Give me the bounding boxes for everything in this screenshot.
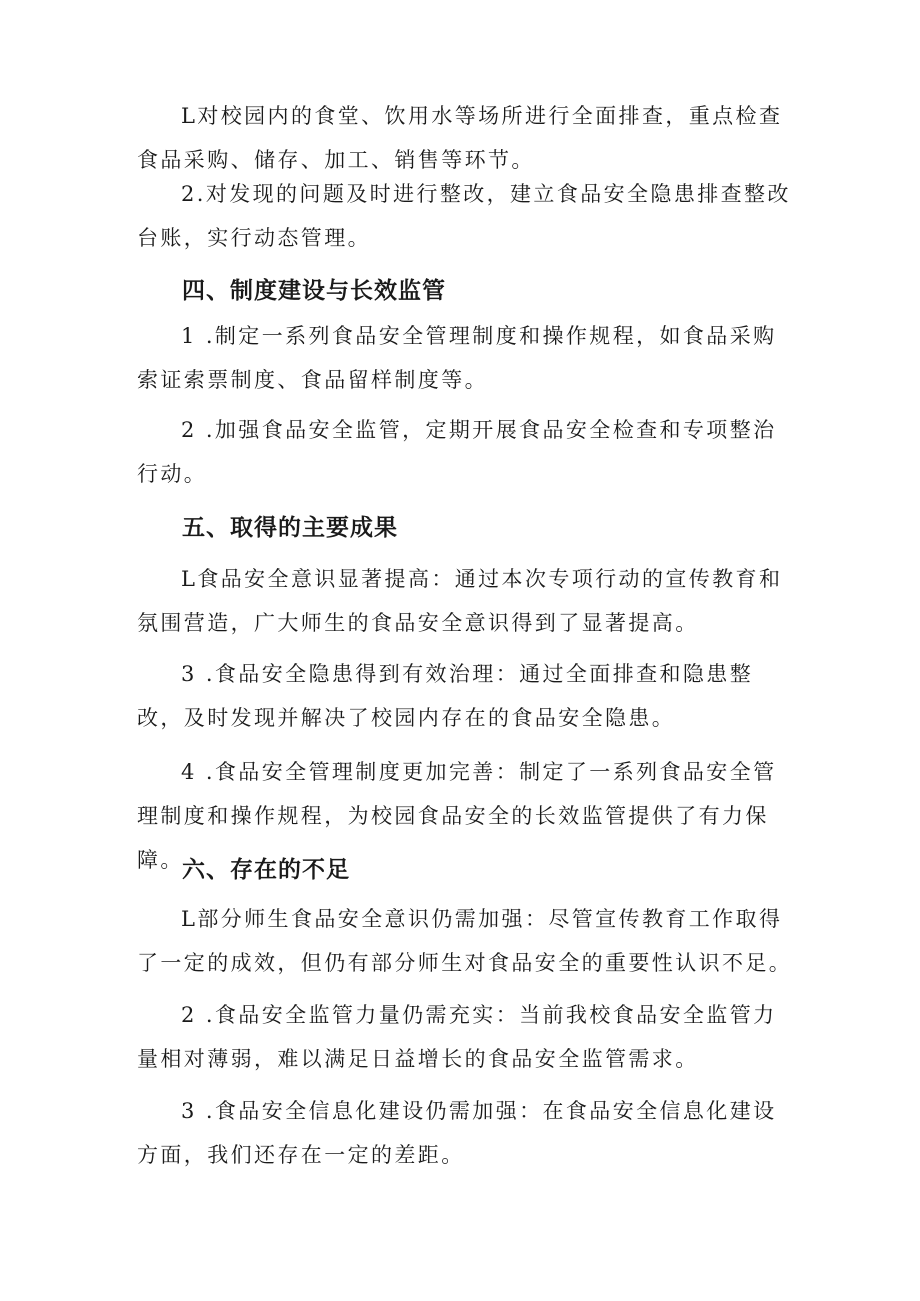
- paragraph-supervision: 2 .加强食品安全监管，定期开展食品安全检查和专项整治行动。: [137, 418, 777, 486]
- paragraph-rectification: 2.对发现的问题及时进行整改，建立食品安全隐患排查整改台账，实行动态管理。: [137, 182, 791, 250]
- paragraph-shortfall-awareness: L部分师生食品安全意识仍需加强：尽管宣传教育工作取得了一定的成效，但仍有部分师生对食品安全的重要性认识不足。: [137, 907, 793, 975]
- paragraph-shortfall-informatization: 3 .食品安全信息化建设仍需加强：在食品安全信息化建设方面，我们还存在一定的差距。: [137, 1099, 777, 1167]
- paragraph-shortfall-staffing: 2 .食品安全监管力量仍需充实：当前我校食品安全监管力量相对薄弱，难以满足日益增长的食品安全监管需求。: [137, 1003, 777, 1071]
- heading-section-5: 五、取得的主要成果: [182, 515, 398, 541]
- paragraph-system: 4 .食品安全管理制度更加完善：制定了一系列食品安全管理制度和操作规程，为校园食品安全的长效监管提供了有力保障。: [137, 760, 777, 872]
- paragraph-inspection: L对校园内的食堂、饮用水等场所进行全面排查，重点检查食品采购、储存、加工、销售等环节。: [137, 104, 783, 172]
- heading-section-4: 四、制度建设与长效监管: [182, 278, 446, 304]
- paragraph-hazards: 3 .食品安全隐患得到有效治理：通过全面排查和隐患整改，及时发现并解决了校园内存在的食品安全隐患。: [137, 662, 754, 730]
- paragraph-regulations: 1 .制定一系列食品安全管理制度和操作规程，如食品采购索证索票制度、食品留样制度等。: [137, 324, 777, 392]
- paragraph-awareness: L食品安全意识显著提高：通过本次专项行动的宣传教育和氛围营造，广大师生的食品安全意识得到了显著提高。: [137, 567, 783, 635]
- heading-section-6: 六、存在的不足: [182, 857, 350, 883]
